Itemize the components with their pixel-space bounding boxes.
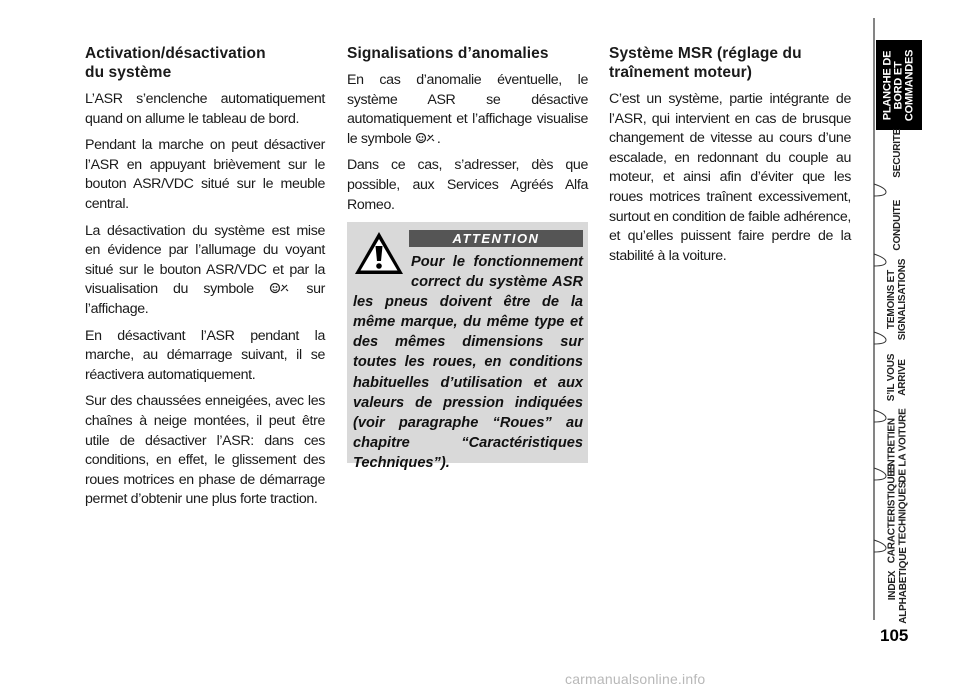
tab-caracteristiques[interactable]: CARACTERISTIQUES TECHNIQUES bbox=[886, 463, 908, 563]
asr-off-icon bbox=[415, 132, 437, 144]
paragraph: En cas d’anomalie éventuelle, le système ASR se désactive automatiquement et l’affichage visualise le symbole . bbox=[347, 72, 588, 147]
paragraph: L’ASR s’enclenche automatiquement quand on allume le tableau de bord. bbox=[85, 91, 325, 127]
column-activation bbox=[85, 44, 325, 517]
tab-index[interactable]: INDEX ALPHABETIQUE bbox=[886, 546, 908, 624]
warning-label: ATTENTION bbox=[409, 230, 583, 247]
heading-anomalies: Signalisations d’anomalies bbox=[347, 45, 549, 62]
paragraph: En désactivant l’ASR pendant la marche, au démarrage suivant, il se réactivera automatiquement. bbox=[85, 327, 325, 383]
paragraph: Pendant la marche on peut désactiver l’ASR en appuyant brièvement sur le bouton ASR/VDC situé sur le meuble central. bbox=[85, 137, 325, 212]
asr-off-icon bbox=[269, 282, 291, 294]
page-number: 105 bbox=[880, 626, 909, 645]
tab-sil-vous-arrive[interactable]: S’IL VOUS ARRIVE bbox=[886, 353, 909, 401]
tab-conduite[interactable]: CONDUITE bbox=[891, 199, 903, 251]
paragraph: Dans ce cas, s’adresser, dès que possible, aux Services Agréés Alfa Romeo. bbox=[347, 157, 588, 213]
tab-temoins[interactable]: TEMOINS ET SIGNALISATIONS bbox=[886, 258, 908, 340]
warning-box bbox=[347, 222, 588, 471]
paragraph: La désactivation du système est mise en évidence par l’allumage du voyant situé sur le bouton ASR/VDC et par la visualisation du symbole sur l’affichage. bbox=[85, 222, 325, 317]
column-msr bbox=[609, 44, 851, 273]
tab-securite[interactable]: SECURITE bbox=[891, 128, 903, 178]
paragraph: Sur des chaussées enneigées, avec les chaînes à neige montées, il peut être utile de désactiver l’ASR: dans ces conditions, en effet, le glissement des roues motrices en phase de démarrage permet d’obtenir une plus forte traction. bbox=[85, 393, 325, 508]
heading-msr: Système MSR (réglage du traînement moteur) bbox=[609, 45, 802, 81]
heading-activation: Activation/désactivation du système bbox=[85, 45, 266, 81]
warning-text: Pour le fonctionnement correct du système ASR les pneus doivent être de la même marque, du même type et des mêmes dimensions sur toutes les roues, en conditions habituelles d’utilisation et aux valeurs de pression indiquées (voir paragraphe “Roues” au chapitre “Caractéristiques Techniques”). bbox=[353, 254, 583, 471]
chapter-tabs bbox=[866, 0, 960, 692]
paragraph: C’est un système, partie intégrante de l’ASR, qui intervient en cas de brusque changement de vitesse au cours d’une escalade, en redonnant du couple au moteur, et ainsi afin d’éviter que les roues motrices traînent excessivement, surtout en condition de faible adhérence, et qu’elles puissent faire perdre de la stabilité à la voiture. bbox=[609, 91, 851, 264]
tab-entretien[interactable]: ENTRETIEN DE LA VOITURE bbox=[886, 407, 909, 483]
column-anomalies bbox=[347, 44, 588, 222]
watermark: carmanualsonline.info bbox=[565, 671, 706, 687]
tab-planche-de-bord[interactable]: PLANCHE DE BORD ET COMMANDES bbox=[876, 40, 922, 130]
